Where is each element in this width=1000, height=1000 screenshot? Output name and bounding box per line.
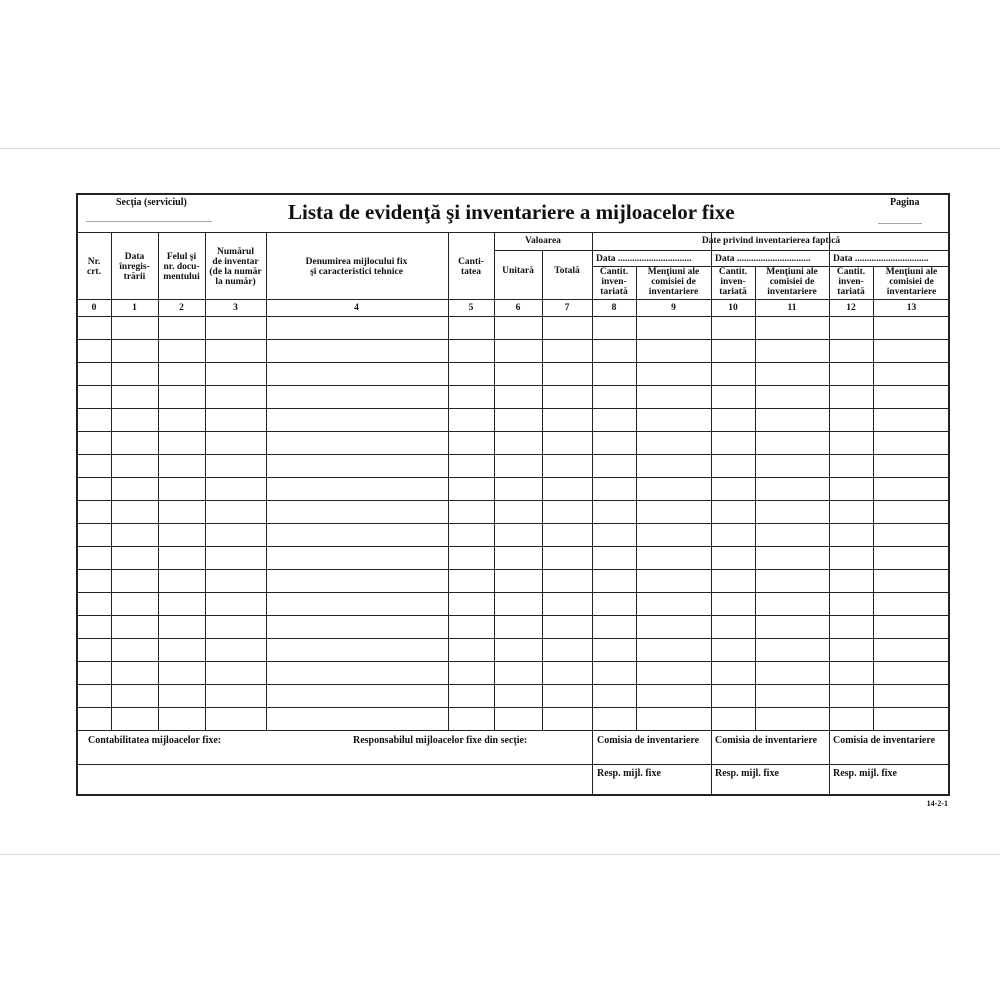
footer-comisia-1: Comisia de inventariere <box>597 735 700 746</box>
table-row-line <box>78 431 950 432</box>
col-number-9: 9 <box>671 303 676 313</box>
footer-comisia-2: Comisia de inventariere <box>715 735 818 746</box>
table-row-line <box>78 661 950 662</box>
footer-divider <box>711 730 712 796</box>
col-number-10: 10 <box>728 303 738 313</box>
table-row-line <box>78 454 950 455</box>
col-header-cantit-2: Cantit. inven- tariată <box>718 267 748 297</box>
table-row-line <box>78 500 950 501</box>
col-header-cantit-1: Cantit. inven- tariată <box>599 267 629 297</box>
column-divider <box>711 232 712 730</box>
table-row-line <box>78 385 950 386</box>
page-label: Pagina <box>890 197 920 208</box>
column-divider <box>158 232 159 730</box>
footer-divider <box>829 730 830 796</box>
table-row-line <box>78 546 950 547</box>
column-divider <box>111 232 112 730</box>
table-row-line <box>78 638 950 639</box>
col-number-6: 6 <box>515 303 521 313</box>
col-number-2: 2 <box>179 303 184 313</box>
table-row-line <box>78 569 950 570</box>
col-header-mentiuni-3: Menţiuni ale comisiei de inventariere <box>885 267 938 297</box>
faptica-subline <box>592 250 950 251</box>
valoarea-subline <box>494 250 592 251</box>
col-header-totala: Totală <box>554 266 580 276</box>
col-header-cantit-3: Cantit. inven- tariată <box>836 267 866 297</box>
col-number-7: 7 <box>564 303 570 313</box>
header-separator <box>78 232 950 233</box>
col-header-mentiuni-2: Menţiuni ale comisiei de inventariere <box>766 267 818 297</box>
table-row-line <box>78 684 950 685</box>
column-divider <box>266 232 267 730</box>
column-divider <box>592 232 593 730</box>
table-row-line <box>78 730 950 731</box>
table-row-line <box>78 408 950 409</box>
section-dots: ............................................................... <box>86 215 212 224</box>
footer-resp-1: Resp. mijl. fixe <box>597 768 661 779</box>
column-number-row-top <box>78 299 950 300</box>
column-number-row-bottom <box>78 316 950 317</box>
column-divider <box>494 232 495 730</box>
data-label-1: Data ............................... <box>596 254 692 264</box>
col-number-11: 11 <box>787 303 797 313</box>
col-number-5: 5 <box>468 303 474 313</box>
col-number-8: 8 <box>611 303 617 313</box>
table-row-line <box>78 592 950 593</box>
col-number-3: 3 <box>233 303 238 313</box>
table-row-line <box>78 615 950 616</box>
col-number-12: 12 <box>846 303 856 313</box>
footer-responsabilul: Responsabilul mijloacelor fixe din secţie: <box>353 735 528 746</box>
table-row-line <box>78 362 950 363</box>
page-dots: ...................... <box>878 217 922 226</box>
col-number-13: 13 <box>906 303 917 313</box>
data-label-2: Data ............................... <box>715 254 811 264</box>
col-number-0: 0 <box>91 303 97 313</box>
col-header-numarul: Numărul de inventar (de la număr la număr) <box>209 247 262 287</box>
col-header-nr: Nr. crt. <box>87 257 101 277</box>
col-header-data: Data înregis- trării <box>119 252 150 282</box>
table-row-line <box>78 523 950 524</box>
col-header-denumirea: Denumirea mijlocului fix şi caracteristici tehnice <box>305 257 408 277</box>
column-divider <box>448 232 449 730</box>
form-code: 14-2-1 <box>926 799 948 808</box>
footer-middle-line <box>78 764 950 765</box>
data-label-3: Data ............................... <box>833 254 929 264</box>
col-header-faptica: Date privind inventarierea faptică <box>701 236 841 246</box>
section-label: Secţia (serviciul) <box>116 197 187 208</box>
table-row-line <box>78 339 950 340</box>
col-number-1: 1 <box>132 303 137 313</box>
page-title: Lista de evidenţă şi inventariere a mijloacelor fixe <box>288 200 735 224</box>
table-row-line <box>78 477 950 478</box>
footer-resp-2: Resp. mijl. fixe <box>715 768 779 779</box>
col-header-cantitatea: Canti- tatea <box>458 257 484 277</box>
col-header-unitara: Unitară <box>502 266 534 276</box>
footer-resp-3: Resp. mijl. fixe <box>833 768 897 779</box>
inventory-form <box>76 193 950 796</box>
footer-contabilitatea: Contabilitatea mijloacelor fixe: <box>88 735 222 746</box>
column-divider <box>205 232 206 730</box>
col-header-valoarea: Valoarea <box>525 236 561 246</box>
column-divider <box>755 266 756 730</box>
table-row-line <box>78 707 950 708</box>
col-header-felul: Felul şi nr. docu- mentului <box>163 252 200 282</box>
footer-divider <box>592 730 593 796</box>
col-number-4: 4 <box>354 303 359 313</box>
col-header-mentiuni-1: Menţiuni ale comisiei de inventariere <box>647 267 700 297</box>
column-divider <box>829 232 830 730</box>
data-subline <box>592 266 950 267</box>
column-divider <box>542 250 543 730</box>
column-divider <box>636 266 637 730</box>
column-divider <box>873 266 874 730</box>
footer-comisia-3: Comisia de inventariere <box>833 735 936 746</box>
